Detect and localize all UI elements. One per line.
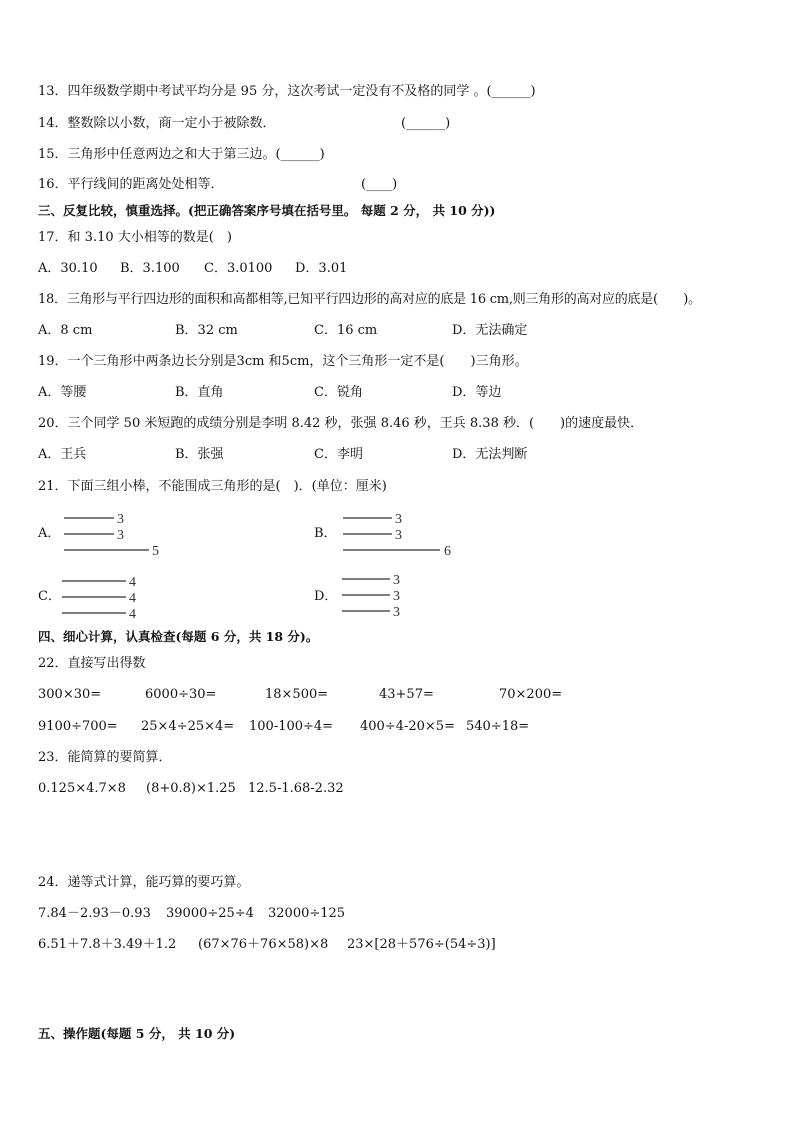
stick-a-3-length: 5 — [152, 544, 159, 559]
q19-option-a: A．等腰 — [38, 385, 87, 400]
q22-item: 400÷4-20×5= — [360, 719, 455, 734]
q18-option-c: C．16 cm — [314, 323, 378, 338]
section-3-title: 三、反复比较，慎重选择。(把正确答案序号填在括号里。 每题 2 分， 共 10 分)) — [38, 203, 496, 218]
q21-label-c: C． — [38, 589, 61, 604]
q19-option-b: B．直角 — [175, 385, 224, 400]
question-14: 14．整数除以小数，商一定小于被除数． — [38, 116, 276, 131]
stick-c-3-length: 4 — [129, 607, 136, 622]
q18-option-a: A．8 cm — [38, 323, 93, 338]
q20-option-d: D．无法判断 — [452, 447, 528, 462]
q24-item: 7.84－2.93－0.93 — [38, 906, 151, 921]
question-13: 13．四年级数学期中考试平均分是 95 分，这次考试一定没有不及格的同学 。(______) — [38, 84, 536, 99]
stick-c-2-length: 4 — [129, 591, 136, 606]
q24-item: 39000÷25÷4 — [166, 906, 254, 921]
question-17: 17．和 3.10 大小相等的数是( ) — [38, 230, 232, 245]
q20-option-a: A．王兵 — [38, 447, 87, 462]
stick-group-a — [64, 512, 159, 559]
q17-option-d: D．3.01 — [295, 261, 348, 276]
q19-option-c: C．锐角 — [314, 385, 363, 400]
q22-item: 100-100÷4= — [249, 719, 334, 734]
stick-b-1-length: 3 — [395, 512, 402, 527]
stick-group-d — [342, 573, 400, 620]
q17-option-c: C．3.0100 — [204, 261, 273, 276]
stick-group-b — [343, 512, 451, 559]
q19-option-d: D．等边 — [452, 385, 502, 400]
q22-item: 18×500= — [265, 687, 329, 702]
stick-a-2-length: 3 — [117, 528, 124, 543]
q24-item: 6.51＋7.8＋3.49＋1.2 — [38, 937, 177, 952]
q18-option-d: D．无法确定 — [452, 323, 528, 338]
q18-option-b: B．32 cm — [175, 323, 238, 338]
q22-item: 300×30= — [38, 687, 102, 702]
q21-label-b: B． — [314, 526, 337, 541]
stick-b-3-length: 6 — [444, 544, 451, 559]
q23-item: (8+0.8)×1.25 — [146, 781, 236, 796]
q17-option-b: B．3.100 — [120, 261, 180, 276]
question-20: 20．三个同学 50 米短跑的成绩分别是李明 8.42 秒，张强 8.46 秒，王兵 8.38 秒．( )的速度最快． — [38, 416, 644, 431]
q23-item: 12.5-1.68-2.32 — [248, 781, 344, 796]
question-16-blank: (____) — [361, 177, 398, 192]
q22-item: 6000÷30= — [145, 687, 217, 702]
q20-option-c: C．李明 — [314, 447, 363, 462]
stick-d-2-length: 3 — [393, 589, 400, 604]
question-21: 21．下面三组小棒，不能围成三角形的是( )．(单位：厘米) — [38, 479, 387, 494]
q22-item: 540÷18= — [466, 719, 530, 734]
q23-item: 0.125×4.7×8 — [38, 781, 126, 796]
q20-option-b: B．张强 — [175, 447, 224, 462]
question-24: 24．递等式计算，能巧算的要巧算。 — [38, 875, 250, 890]
question-22: 22．直接写出得数 — [38, 656, 146, 671]
q17-option-a: A．30.10 — [38, 261, 98, 276]
q22-item: 9100÷700= — [38, 719, 118, 734]
stick-a-1-length: 3 — [117, 512, 124, 527]
question-18: 18．三角形与平行四边形的面积和高都相等,已知平行四边形的高对应的底是 16 cm,则三角形的高对应的底是( )。 — [38, 292, 701, 307]
stick-d-3-length: 3 — [393, 605, 400, 620]
section-4-title: 四、细心计算，认真检查(每题 6 分，共 18 分)。 — [38, 629, 319, 644]
question-16: 16．平行线间的距离处处相等． — [38, 177, 224, 192]
stick-c-1-length: 4 — [129, 575, 136, 590]
q22-item: 43+57= — [379, 687, 434, 702]
section-5-title: 五、操作题(每题 5 分， 共 10 分) — [38, 1026, 236, 1041]
q21-label-a: A． — [38, 526, 61, 541]
stick-b-2-length: 3 — [395, 528, 402, 543]
q22-item: 25×4÷25×4= — [141, 719, 235, 734]
q21-label-d: D． — [314, 589, 338, 604]
q22-item: 70×200= — [499, 687, 563, 702]
q24-item: 23×[28＋576÷(54÷3)] — [347, 937, 496, 952]
question-19: 19．一个三角形中两条边长分别是3cm 和5cm，这个三角形一定不是( )三角形。 — [38, 354, 528, 369]
stick-group-c — [62, 575, 136, 622]
stick-d-1-length: 3 — [393, 573, 400, 588]
question-14-blank: (______) — [401, 116, 451, 131]
q24-item: 32000÷125 — [268, 906, 346, 921]
question-15: 15．三角形中任意两边之和大于第三边。(______) — [38, 147, 325, 162]
q24-item: (67×76＋76×58)×8 — [198, 937, 329, 952]
question-23: 23．能简算的要简算． — [38, 750, 172, 765]
